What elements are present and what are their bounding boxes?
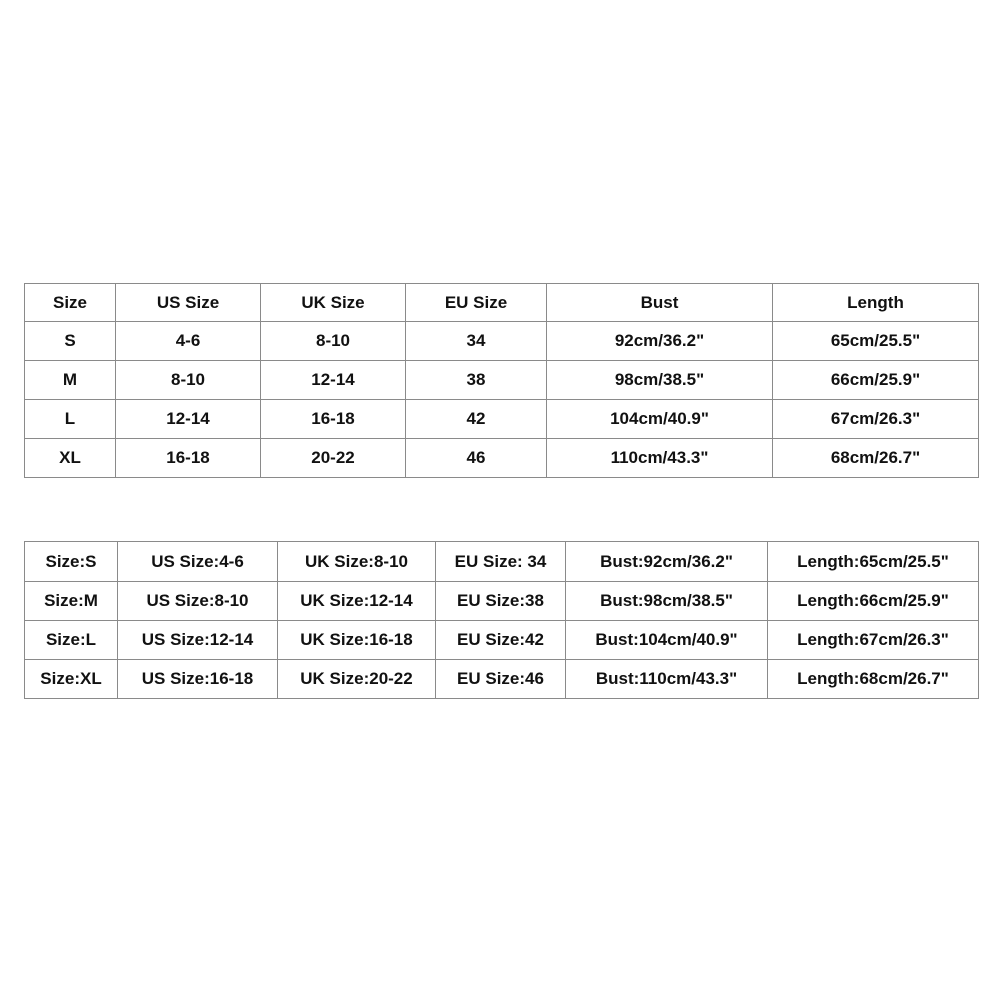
table-cell: 8-10 [261, 322, 406, 361]
table-row [25, 582, 979, 621]
table-cell: EU Size:38 [436, 582, 566, 621]
table-cell: EU Size:42 [436, 621, 566, 660]
table-row [25, 439, 979, 478]
table-row [25, 660, 979, 699]
table-cell: UK Size:16-18 [278, 621, 436, 660]
table-cell: 65cm/25.5" [773, 322, 979, 361]
header-cell: EU Size [406, 284, 547, 322]
table-cell: Length:65cm/25.5" [768, 542, 979, 582]
table-cell: UK Size:8-10 [278, 542, 436, 582]
table-row [25, 542, 979, 582]
table-cell: 8-10 [116, 361, 261, 400]
size-chart-table [24, 283, 979, 478]
table-cell: UK Size:12-14 [278, 582, 436, 621]
table-cell: 38 [406, 361, 547, 400]
header-cell: UK Size [261, 284, 406, 322]
table-cell: 46 [406, 439, 547, 478]
table-cell: Size:M [25, 582, 118, 621]
header-cell: Length [773, 284, 979, 322]
table-cell: 34 [406, 322, 547, 361]
table-cell: EU Size:46 [436, 660, 566, 699]
table-cell: XL [25, 439, 116, 478]
table-cell: US Size:16-18 [118, 660, 278, 699]
table-cell: 66cm/25.9" [773, 361, 979, 400]
table-cell: EU Size: 34 [436, 542, 566, 582]
table-cell: Bust:104cm/40.9" [566, 621, 768, 660]
table-cell: Size:XL [25, 660, 118, 699]
table-row [25, 621, 979, 660]
table-cell: 42 [406, 400, 547, 439]
table-cell: 16-18 [116, 439, 261, 478]
table-header-row [25, 284, 979, 322]
table-cell: 4-6 [116, 322, 261, 361]
table-cell: UK Size:20-22 [278, 660, 436, 699]
table-cell: 110cm/43.3" [547, 439, 773, 478]
table-cell: US Size:12-14 [118, 621, 278, 660]
table-cell: Length:68cm/26.7" [768, 660, 979, 699]
table-cell: L [25, 400, 116, 439]
table-cell: Length:66cm/25.9" [768, 582, 979, 621]
table-cell: 12-14 [116, 400, 261, 439]
header-cell: Bust [547, 284, 773, 322]
header-cell: US Size [116, 284, 261, 322]
table-row [25, 361, 979, 400]
table-cell: 104cm/40.9" [547, 400, 773, 439]
table-row [25, 400, 979, 439]
table-cell: 92cm/36.2" [547, 322, 773, 361]
table-cell: Length:67cm/26.3" [768, 621, 979, 660]
table-cell: M [25, 361, 116, 400]
table-cell: S [25, 322, 116, 361]
table-cell: 68cm/26.7" [773, 439, 979, 478]
size-detail-table [24, 541, 979, 699]
table-cell: Bust:110cm/43.3" [566, 660, 768, 699]
header-cell: Size [25, 284, 116, 322]
table-cell: Size:L [25, 621, 118, 660]
table-cell: 98cm/38.5" [547, 361, 773, 400]
table-cell: Bust:98cm/38.5" [566, 582, 768, 621]
table-cell: US Size:8-10 [118, 582, 278, 621]
table-cell: 16-18 [261, 400, 406, 439]
table-cell: US Size:4-6 [118, 542, 278, 582]
table-cell: Size:S [25, 542, 118, 582]
table-cell: 67cm/26.3" [773, 400, 979, 439]
table-cell: 20-22 [261, 439, 406, 478]
table-cell: Bust:92cm/36.2" [566, 542, 768, 582]
table-cell: 12-14 [261, 361, 406, 400]
table-row [25, 322, 979, 361]
